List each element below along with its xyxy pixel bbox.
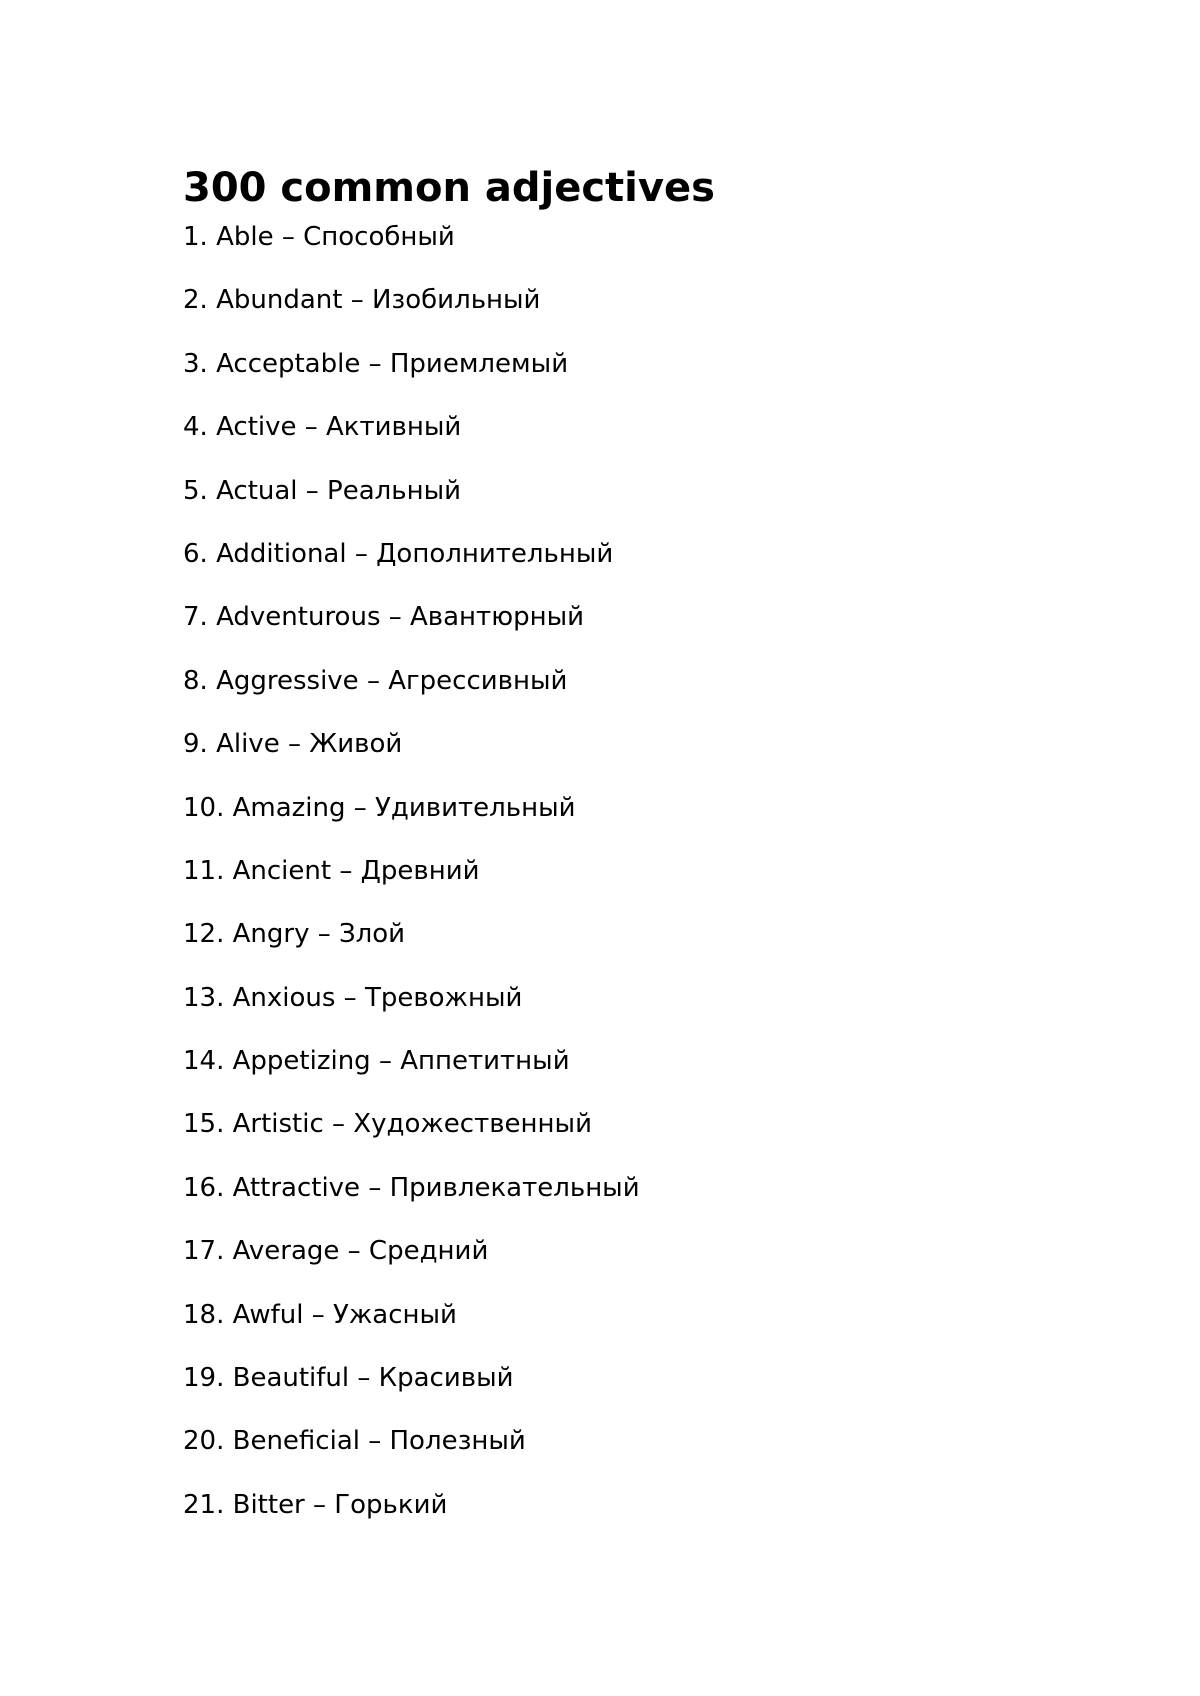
list-item: 4. Active – Активный — [183, 412, 462, 443]
list-item: 17. Average – Средний — [183, 1236, 489, 1267]
list-item: 11. Ancient – Древний — [183, 855, 480, 886]
list-item: 13. Anxious – Тревожный — [183, 982, 523, 1013]
list-item: 2. Abundant – Изобильный — [183, 285, 541, 316]
document-page — [183, 160, 1143, 1553]
list-item: 9. Alive – Живой — [183, 729, 403, 760]
list-item: 19. Beautiful – Красивый — [183, 1363, 514, 1394]
list-item: 8. Aggressive – Агрессивный — [183, 665, 568, 696]
list-item: 7. Adventurous – Авантюрный — [183, 602, 585, 633]
list-item: 5. Actual – Реальный — [183, 475, 462, 506]
list-item: 15. Artistic – Художественный — [183, 1109, 592, 1140]
list-item: 21. Bitter – Горький — [183, 1489, 448, 1520]
list-item: 18. Awful – Ужасный — [183, 1299, 457, 1330]
list-item: 6. Additional – Дополнительный — [183, 538, 614, 569]
list-item: 1. Able – Способный — [183, 222, 455, 252]
list-item: 12. Angry – Злой — [183, 919, 406, 950]
list-item: 14. Appetizing – Аппетитный — [183, 1046, 570, 1077]
list-item: 3. Acceptable – Приемлемый — [183, 348, 569, 379]
list-item: 20. Beneficial – Полезный — [183, 1426, 526, 1457]
page-title: 300 common adjectives — [183, 165, 715, 211]
list-item: 10. Amazing – Удивительный — [183, 792, 576, 823]
list-item: 16. Attractive – Привлекательный — [183, 1172, 640, 1203]
adjective-list — [183, 222, 1143, 1553]
